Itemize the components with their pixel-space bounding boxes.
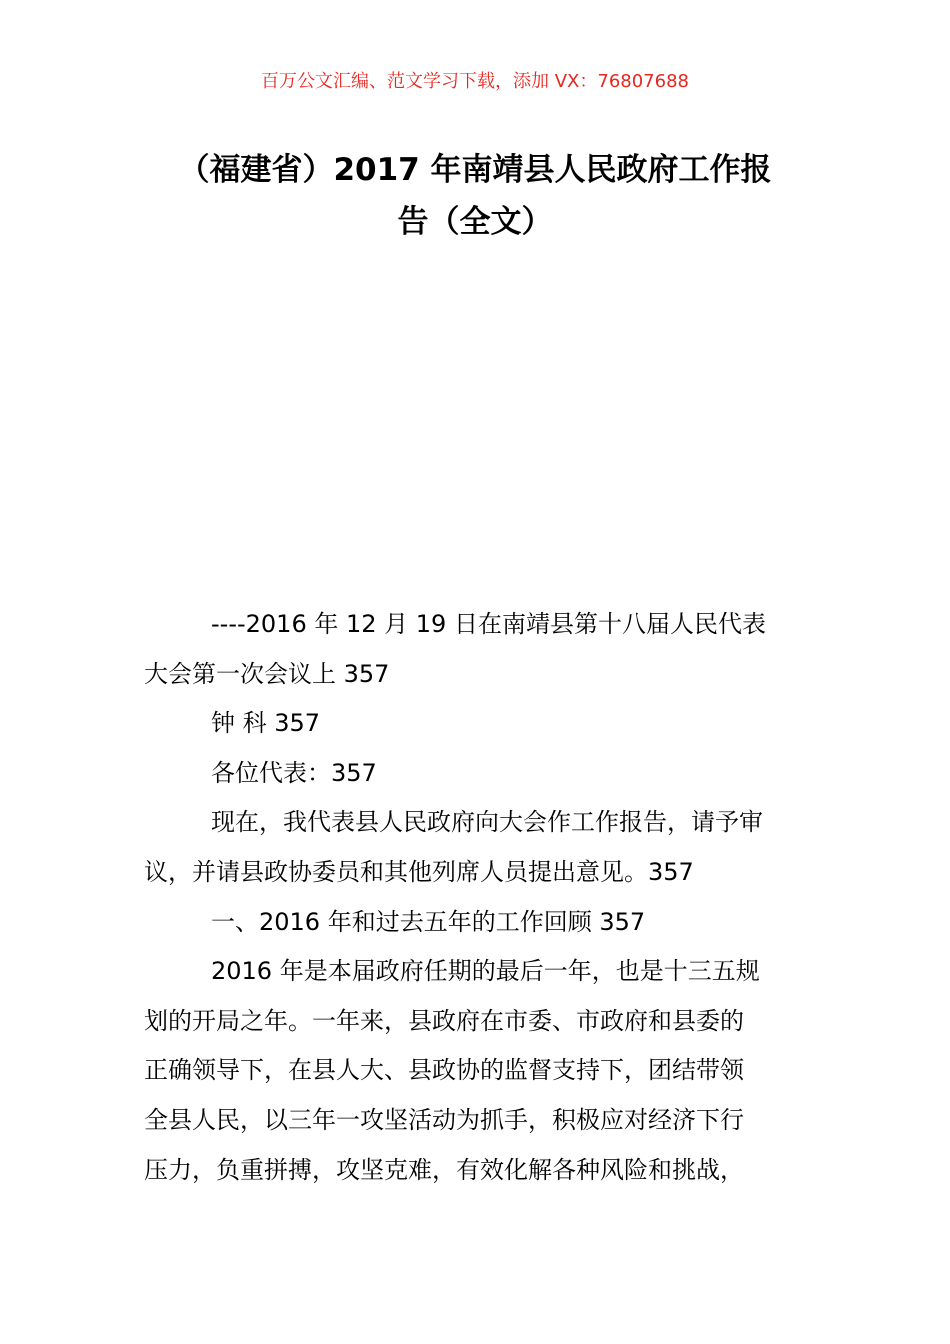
text-line: 现在，我代表县人民政府向大会作工作报告，请予审 — [211, 808, 763, 837]
header-note: 百万公文汇编、范文学习下载，添加 VX：76807688 — [261, 71, 689, 92]
paragraph-review — [144, 947, 809, 1195]
text-line: 压力，负重拼搏，攻坚克难，有效化解各种风险和挑战， — [144, 1155, 744, 1184]
text-line: 全县人民，以三年一攻坚活动为抓手，积极应对经济下行 — [144, 1105, 744, 1134]
text-line: 2016 年是本届政府任期的最后一年，也是十三五规 — [211, 957, 760, 986]
paragraph-intro — [144, 798, 809, 897]
document-title — [140, 144, 810, 248]
paragraph-subtitle — [144, 600, 809, 699]
document-body — [144, 600, 809, 1195]
paragraph-author — [144, 699, 809, 749]
text-line: 正确领导下，在县人大、县政协的监督支持下，团结带领 — [144, 1056, 744, 1085]
title-line: （福建省）2017 年南靖县人民政府工作报 — [178, 152, 772, 188]
text-line: 大会第一次会议上 357 — [144, 659, 390, 688]
text-line: 各位代表：357 — [211, 758, 377, 787]
text-line: 议，并请县政协委员和其他列席人员提出意见。357 — [144, 857, 694, 886]
title-line: 告（全文） — [397, 204, 553, 240]
text-line: 划的开局之年。一年来，县政府在市委、市政府和县委的 — [144, 1006, 744, 1035]
section-heading — [144, 898, 809, 948]
text-line: 一、2016 年和过去五年的工作回顾 357 — [211, 907, 646, 936]
text-line: 钟 科 357 — [211, 709, 321, 738]
paragraph-salutation — [144, 749, 809, 799]
text-line: ----2016 年 12 月 19 日在南靖县第十八届人民代表 — [211, 610, 766, 638]
